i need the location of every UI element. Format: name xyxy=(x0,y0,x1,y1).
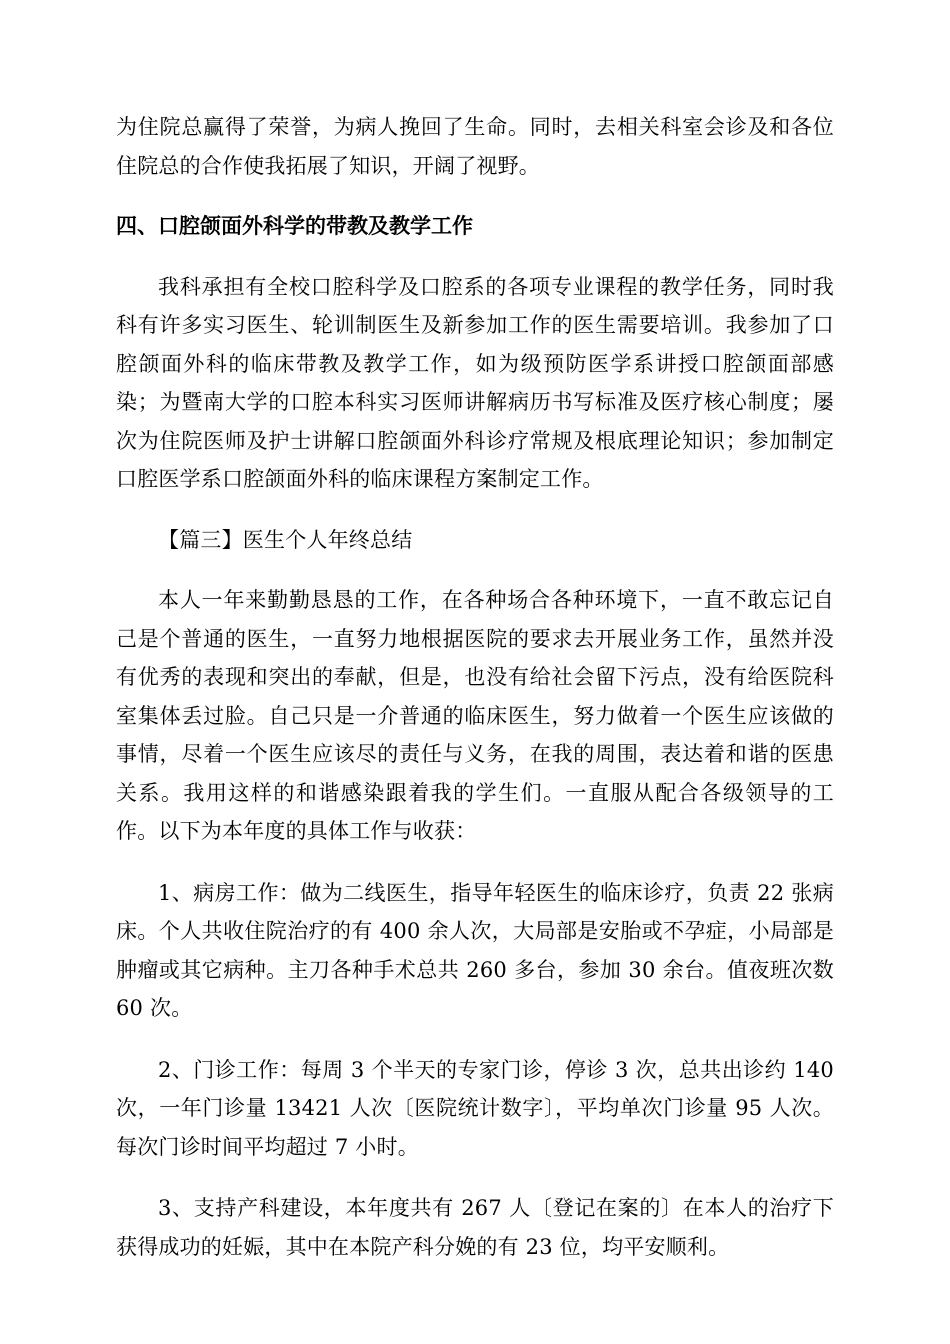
section-heading-4: 四、口腔颌面外科学的带教及教学工作 xyxy=(116,214,473,238)
section-title: 【篇三】医生个人年终总结 xyxy=(158,527,413,552)
paragraph-teaching: 我科承担有全校口腔科学及口腔系的各项专业课程的教学任务，同时我科有许多实习医生、轮训制医生及新参加工作的医生需要培训。我参加了口腔颌面外科的临床带教及教学工作，如为级预防医学系讲授口腔颌面部感染；为暨南大学的口腔本科实习医师讲解病历书写标准及医疗核心制度；屡次为住院医师及护士讲解口腔颌面外科诊疗常规及根底理论知识；参加制定口腔医学系口腔颌面外科的临床课程方案制定工作。 xyxy=(116,274,834,491)
paragraph-intro: 为住院总赢得了荣誉，为病人挽回了生命。同时，去相关科室会诊及和各位住院总的合作使我拓展了知识，开阔了视野。 xyxy=(116,115,834,178)
paragraph-summary: 本人一年来勤勤恳恳的工作，在各种场合各种环境下，一直不敢忘记自己是个普通的医生，一直努力地根据医院的要求去开展业务工作，虽然并没有优秀的表现和突出的奉献，但是，也没有给社会留下污点，没有给医院科室集体丢过脸。自己只是一介普通的临床医生，努力做着一个医生应该做的事情，尽着一个医生应该尽的责任与义务，在我的周围，表达着和谐的医患关系。我用这样的和谐感染跟着我的学生们。一直服从配合各级领导的工作。以下为本年度的具体工作与收获： xyxy=(116,588,834,843)
document-body xyxy=(116,108,834,1266)
paragraph-item-3: 3、支持产科建设，本年度共有 267 人〔登记在案的〕在本人的治疗下获得成功的妊娠，其中在本院产科分娩的有 23 位，均平安顺利。 xyxy=(116,1196,834,1259)
paragraph-item-1: 1、病房工作：做为二线医生，指导年轻医生的临床诊疗，负责 22 张病床。个人共收住院治疗的有 400 余人次，大局部是安胎或不孕症，小局部是肿瘤或其它病种。主刀各种手术总共 260 多台，参加 30 余台。值夜班次数 60 次。 xyxy=(116,880,834,1020)
paragraph-item-2: 2、门诊工作：每周 3 个半天的专家门诊，停诊 3 次，总共出诊约 140 次，一年门诊量 13421 人次〔医院统计数字〕，平均单次门诊量 95 人次。每次门诊时间平均超过 7 小时。 xyxy=(116,1057,834,1159)
